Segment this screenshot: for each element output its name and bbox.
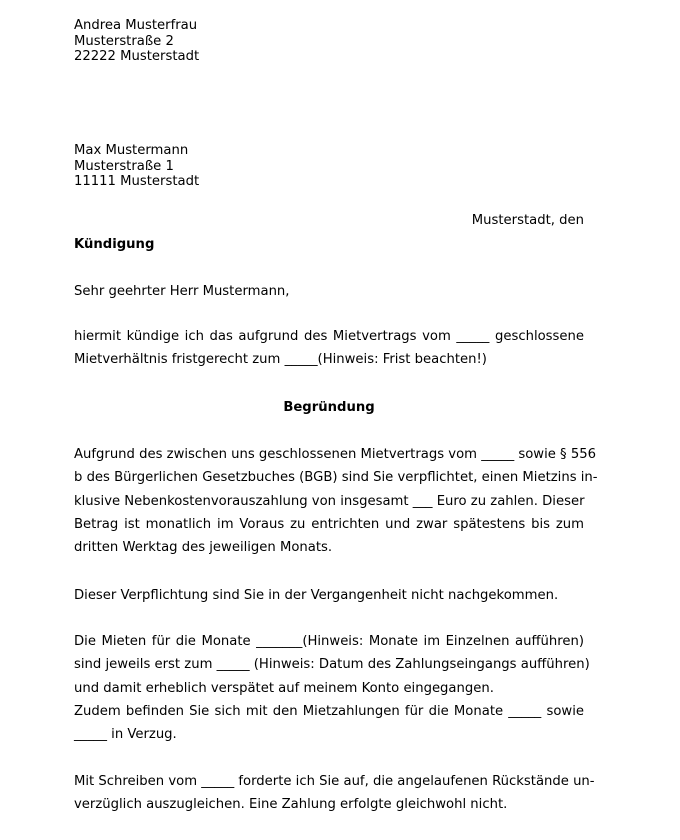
paragraph-reminder [74,770,595,817]
paragraph-line: _____ in Verzug. [74,727,177,743]
paragraph-line: Mit Schreiben vom _____ forderte ich Sie auf, die angelaufenen Rückstände un- [74,774,595,789]
recipient-address [74,143,584,190]
subject [74,237,584,253]
paragraph-breach [74,584,584,607]
paragraph-line: klusive Nebenkostenvorauszahlung von insgesamt ___ Euro zu zahlen. Dieser [74,493,585,509]
recipient-city: 11111 Musterstadt [74,174,200,189]
salutation [74,284,584,300]
recipient-name: Max Mustermann [74,143,189,158]
sender-city: 22222 Musterstadt [74,49,200,64]
paragraph-line: Aufgrund des zwischen uns geschlossenen Mietvertrags vom _____ sowie § 556 [74,447,597,462]
intro-paragraph [74,325,584,372]
paragraph-line: verzüglich auszugleichen. Eine Zahlung erfolgte gleichwohl nicht. [74,797,508,813]
paragraph-line: sind jeweils erst zum _____ (Hinweis: Datum des Zahlungseingangs aufführen) [74,657,590,673]
paragraph-line: Dieser Verpflichtung sind Sie in der Vergangenheit nicht nachgekommen. [74,588,559,603]
paragraph-line: und damit erheblich verspätet auf meinem Konto eingegangen. [74,680,494,696]
reason-heading [74,400,584,416]
paragraph-line: Zudem befinden Sie sich mit den Mietzahlungen für die Monate _____ sowie [74,703,584,719]
paragraph-line: Die Mieten für die Monate _______(Hinweis: Monate im Einzelnen aufführen) [74,634,584,649]
paragraph-line: b des Bürgerlichen Gesetzbuches (BGB) sind Sie verpflichtet, einen Mietzins in- [74,470,598,486]
sender-address [74,18,584,65]
place-date-text: Musterstadt, den [471,213,584,228]
intro-line: hiermit kündige ich das aufgrund des Mietvertrags vom _____ geschlossene [74,329,584,344]
paragraph-obligation [74,443,598,559]
subject-text: Kündigung [74,237,155,252]
paragraph-line: Betrag ist monatlich im Voraus zu entrichten und zwar spätestens bis zum [74,516,584,532]
place-date [74,213,584,229]
reason-heading-text: Begründung [283,400,375,415]
paragraph-late-payments [74,630,590,746]
sender-name: Andrea Musterfrau [74,18,198,33]
sender-street: Musterstraße 2 [74,33,174,49]
intro-line: Mietverhältnis fristgerecht zum _____(Hinweis: Frist beachten!) [74,352,487,368]
salutation-text: Sehr geehrter Herr Mustermann, [74,284,290,299]
paragraph-line: dritten Werktag des jeweiligen Monats. [74,540,333,556]
recipient-street: Musterstraße 1 [74,158,174,174]
